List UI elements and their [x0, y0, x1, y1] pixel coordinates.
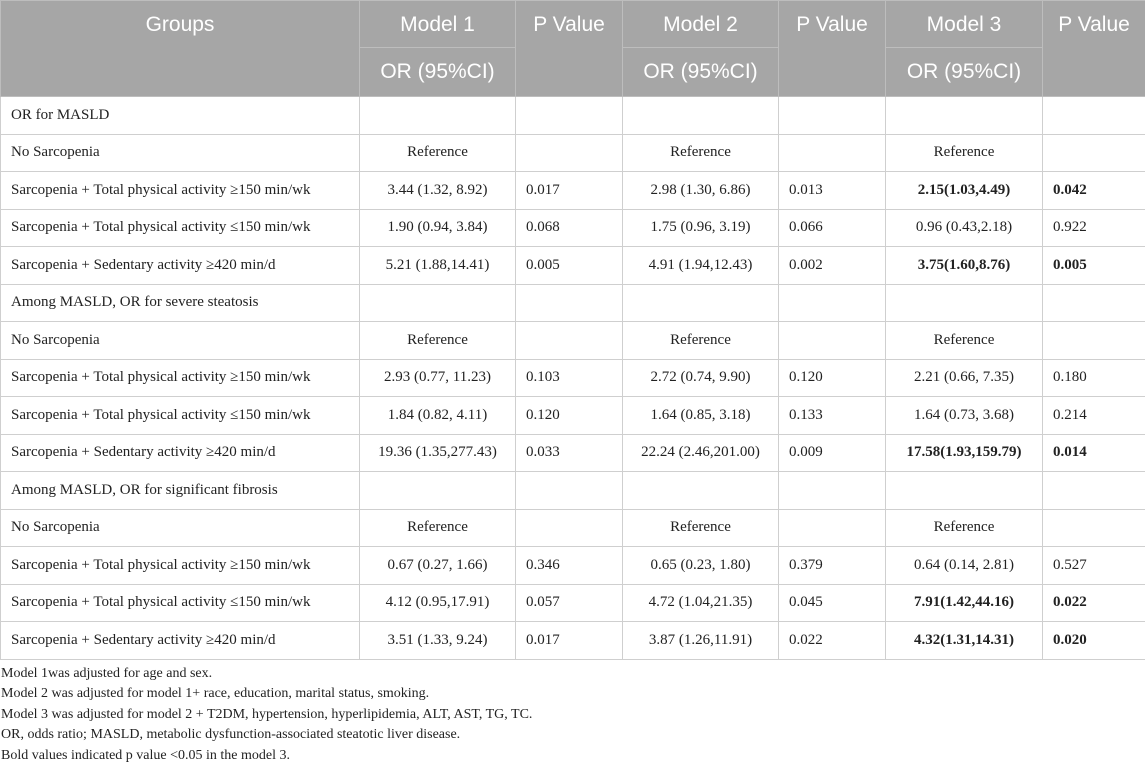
model-2-p: 0.120 — [779, 359, 886, 397]
table-row — [1, 134, 1145, 172]
table-row — [1, 584, 1145, 622]
model-2-or: Reference — [623, 322, 779, 360]
model-2-or: 4.91 (1.94,12.43) — [623, 247, 779, 285]
model-2-p: 0.022 — [779, 622, 886, 660]
footnote: Bold values indicated p value <0.05 in the model 3. — [1, 747, 291, 763]
model-1-or — [360, 97, 516, 135]
model-3-p — [1043, 322, 1145, 360]
section-row — [1, 284, 1145, 322]
model-2-p: 0.133 — [779, 397, 886, 435]
model-1-p — [516, 472, 623, 510]
model-3-p: 0.180 — [1043, 359, 1145, 397]
model-1-or: 1.90 (0.94, 3.84) — [360, 209, 516, 247]
model-3-p: 0.022 — [1043, 584, 1145, 622]
row-label: Sarcopenia + Sedentary activity ≥420 min/d — [1, 622, 360, 660]
model-1-p: 0.120 — [516, 397, 623, 435]
header-p-value-3: P Value — [1043, 1, 1145, 97]
section-row — [1, 97, 1145, 135]
model-1-p — [516, 134, 623, 172]
model-1-p: 0.017 — [516, 622, 623, 660]
row-label: Sarcopenia + Total physical activity ≤150 min/wk — [1, 397, 360, 435]
model-1-p: 0.068 — [516, 209, 623, 247]
model-2-or: 3.87 (1.26,11.91) — [623, 622, 779, 660]
model-3-p — [1043, 97, 1145, 135]
model-2-p — [779, 472, 886, 510]
model-2-p — [779, 97, 886, 135]
table-footnotes — [0, 660, 1145, 767]
row-label: Sarcopenia + Total physical activity ≥150 min/wk — [1, 547, 360, 585]
row-label: Sarcopenia + Total physical activity ≥150 min/wk — [1, 359, 360, 397]
model-2-or: Reference — [623, 509, 779, 547]
model-1-or: Reference — [360, 509, 516, 547]
row-label: Sarcopenia + Sedentary activity ≥420 min/d — [1, 434, 360, 472]
model-2-or: Reference — [623, 134, 779, 172]
model-3-p: 0.042 — [1043, 172, 1145, 210]
model-1-p: 0.346 — [516, 547, 623, 585]
model-3-or: 1.64 (0.73, 3.68) — [886, 397, 1043, 435]
model-1-p: 0.017 — [516, 172, 623, 210]
model-1-or: 0.67 (0.27, 1.66) — [360, 547, 516, 585]
model-3-or: 2.21 (0.66, 7.35) — [886, 359, 1043, 397]
model-1-p — [516, 322, 623, 360]
table-row — [1, 622, 1145, 660]
header-model-2: Model 2 — [623, 1, 779, 48]
model-3-p: 0.020 — [1043, 622, 1145, 660]
model-3-or: 4.32(1.31,14.31) — [886, 622, 1043, 660]
model-1-or: 3.51 (1.33, 9.24) — [360, 622, 516, 660]
model-3-p: 0.005 — [1043, 247, 1145, 285]
model-2-or — [623, 472, 779, 510]
table-row — [1, 322, 1145, 360]
table-row — [1, 434, 1145, 472]
row-label: Sarcopenia + Total physical activity ≤150 min/wk — [1, 584, 360, 622]
model-3-or — [886, 472, 1043, 510]
model-3-p — [1043, 134, 1145, 172]
model-2-p: 0.045 — [779, 584, 886, 622]
model-3-or: Reference — [886, 322, 1043, 360]
row-label: Sarcopenia + Total physical activity ≤150 min/wk — [1, 209, 360, 247]
model-2-or: 1.64 (0.85, 3.18) — [623, 397, 779, 435]
model-1-p — [516, 97, 623, 135]
model-3-p — [1043, 472, 1145, 510]
model-2-p: 0.009 — [779, 434, 886, 472]
table-row — [1, 209, 1145, 247]
table-body — [1, 97, 1145, 660]
row-label: OR for MASLD — [1, 97, 360, 135]
model-3-p: 0.014 — [1043, 434, 1145, 472]
footnote: OR, odds ratio; MASLD, metabolic dysfunction-associated steatotic liver disease. — [1, 727, 461, 742]
model-3-p: 0.214 — [1043, 397, 1145, 435]
model-2-p: 0.013 — [779, 172, 886, 210]
model-2-or: 4.72 (1.04,21.35) — [623, 584, 779, 622]
model-3-or: 3.75(1.60,8.76) — [886, 247, 1043, 285]
model-3-p — [1043, 284, 1145, 322]
model-1-p: 0.103 — [516, 359, 623, 397]
header-model-1: Model 1 — [360, 1, 516, 48]
footnote: Model 2 was adjusted for model 1+ race, education, marital status, smoking. — [1, 686, 430, 701]
row-label: No Sarcopenia — [1, 509, 360, 547]
model-2-or: 2.72 (0.74, 9.90) — [623, 359, 779, 397]
model-3-or — [886, 97, 1043, 135]
table-row — [1, 359, 1145, 397]
model-1-p: 0.057 — [516, 584, 623, 622]
table-row — [1, 247, 1145, 285]
model-2-or: 22.24 (2.46,201.00) — [623, 434, 779, 472]
header-groups: Groups — [1, 1, 360, 97]
model-2-or — [623, 284, 779, 322]
model-2-p — [779, 284, 886, 322]
footnote: Model 3 was adjusted for model 2 + T2DM, hypertension, hyperlipidemia, ALT, AST, TG, TC. — [1, 706, 533, 722]
table-row — [1, 547, 1145, 585]
model-1-or — [360, 284, 516, 322]
model-2-p: 0.379 — [779, 547, 886, 585]
model-1-p — [516, 284, 623, 322]
model-1-or: 1.84 (0.82, 4.11) — [360, 397, 516, 435]
model-2-p: 0.066 — [779, 209, 886, 247]
table-row — [1, 172, 1145, 210]
model-1-p: 0.033 — [516, 434, 623, 472]
model-3-or: 0.64 (0.14, 2.81) — [886, 547, 1043, 585]
model-1-or — [360, 472, 516, 510]
row-label: Among MASLD, OR for severe steatosis — [1, 284, 360, 322]
model-2-p — [779, 134, 886, 172]
row-label: Among MASLD, OR for significant fibrosis — [1, 472, 360, 510]
model-3-or: Reference — [886, 134, 1043, 172]
model-1-or: 3.44 (1.32, 8.92) — [360, 172, 516, 210]
row-label: No Sarcopenia — [1, 134, 360, 172]
model-3-or: Reference — [886, 509, 1043, 547]
model-2-p: 0.002 — [779, 247, 886, 285]
model-3-p: 0.922 — [1043, 209, 1145, 247]
model-2-or — [623, 97, 779, 135]
row-label: Sarcopenia + Total physical activity ≥150 min/wk — [1, 172, 360, 210]
model-1-or: 4.12 (0.95,17.91) — [360, 584, 516, 622]
row-label: Sarcopenia + Sedentary activity ≥420 min/d — [1, 247, 360, 285]
model-1-p — [516, 509, 623, 547]
model-2-p — [779, 509, 886, 547]
header-or-ci-2: OR (95%CI) — [623, 48, 779, 97]
section-row — [1, 472, 1145, 510]
model-3-p: 0.527 — [1043, 547, 1145, 585]
model-3-or: 7.91(1.42,44.16) — [886, 584, 1043, 622]
table-row — [1, 509, 1145, 547]
model-1-or: 5.21 (1.88,14.41) — [360, 247, 516, 285]
model-1-p: 0.005 — [516, 247, 623, 285]
model-2-or: 2.98 (1.30, 6.86) — [623, 172, 779, 210]
table-row — [1, 397, 1145, 435]
model-3-or — [886, 284, 1043, 322]
model-3-p — [1043, 509, 1145, 547]
model-1-or: Reference — [360, 134, 516, 172]
model-3-or: 2.15(1.03,4.49) — [886, 172, 1043, 210]
model-3-or: 17.58(1.93,159.79) — [886, 434, 1043, 472]
header-or-ci-1: OR (95%CI) — [360, 48, 516, 97]
row-label: No Sarcopenia — [1, 322, 360, 360]
model-1-or: 19.36 (1.35,277.43) — [360, 434, 516, 472]
model-2-or: 0.65 (0.23, 1.80) — [623, 547, 779, 585]
header-model-3: Model 3 — [886, 1, 1043, 48]
header-p-value-2: P Value — [779, 1, 886, 97]
header-p-value-1: P Value — [516, 1, 623, 97]
footnote: Model 1was adjusted for age and sex. — [1, 665, 213, 681]
model-1-or: 2.93 (0.77, 11.23) — [360, 359, 516, 397]
header-or-ci-3: OR (95%CI) — [886, 48, 1043, 97]
model-3-or: 0.96 (0.43,2.18) — [886, 209, 1043, 247]
model-2-or: 1.75 (0.96, 3.19) — [623, 209, 779, 247]
model-2-p — [779, 322, 886, 360]
model-1-or: Reference — [360, 322, 516, 360]
table-header — [1, 1, 1145, 97]
